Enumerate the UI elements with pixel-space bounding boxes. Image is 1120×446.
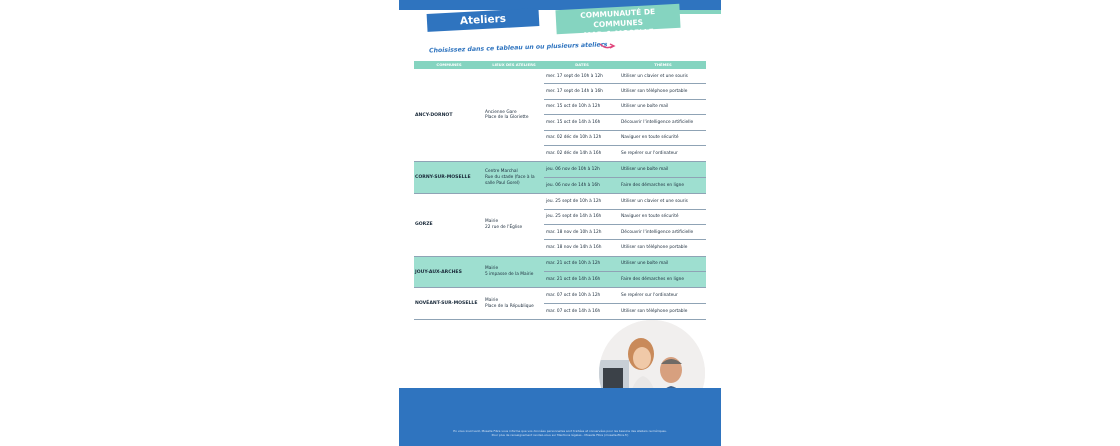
table-row [544, 162, 706, 177]
session-theme: Naviguer en toute sécurité [621, 214, 679, 220]
session-date: mar. 02 déc de 10h à 12h [546, 135, 602, 141]
session-list [544, 194, 706, 256]
session-date: jeu. 06 nov de 14h à 16h [546, 182, 600, 188]
table-row [544, 210, 706, 225]
header-themes: THÈMES [654, 62, 672, 67]
commune-name: CORNY-SUR-MOSELLE [415, 175, 471, 181]
table-body [414, 69, 706, 320]
session-theme: Se repérer sur l'ordinateur [621, 293, 678, 299]
session-date: jeu. 25 sept de 10h à 12h [546, 198, 602, 204]
table-row [544, 100, 706, 115]
arrow-icon [599, 41, 617, 51]
session-list [544, 162, 706, 193]
footer-line-1: En vous inscrivant, Moselle Fibre vous informe que vos données personnelles sont traitées et conservées pour les besoins des ateliers numériques. [453, 429, 667, 433]
session-theme: Utiliser un clavier et une souris [621, 73, 688, 79]
session-theme: Utiliser son téléphone portable [621, 89, 688, 95]
table-row [544, 304, 706, 319]
community-badge [555, 4, 680, 40]
session-theme: Naviguer en toute sécurité [621, 135, 679, 141]
session-date: mer. 15 oct de 14h à 16h [546, 119, 601, 125]
table-row [544, 131, 706, 146]
session-theme: Utiliser son téléphone portable [621, 245, 688, 251]
session-theme: Utiliser une boîte mail [621, 167, 669, 173]
commune-name: NOVÉANT-SUR-MOSELLE [415, 301, 478, 307]
location-lines [485, 169, 535, 186]
session-list [544, 257, 706, 288]
location-line: Mairie [485, 219, 499, 225]
session-date: mer. 15 oct de 10h à 12h [546, 104, 601, 110]
session-date: mer. 17 sept de 10h à 12h [546, 73, 603, 79]
session-date: jeu. 25 sept de 14h à 16h [546, 214, 602, 220]
workshop-location [484, 288, 544, 319]
workshop-location [484, 194, 544, 256]
table-header [414, 61, 706, 69]
session-list [544, 288, 706, 319]
location-line: Ancienne Gare [485, 109, 517, 115]
table-row [544, 146, 706, 161]
session-date: mar. 21 oct de 10h à 12h [546, 261, 601, 267]
workshop-table [414, 61, 706, 320]
table-row [544, 69, 706, 84]
poster-title: Ateliers numériques [427, 8, 540, 32]
table-row [544, 240, 706, 255]
poster [399, 0, 721, 446]
commune-name: JOUY-AUX-ARCHES [415, 269, 462, 275]
session-date: mar. 02 déc de 14h à 16h [546, 151, 602, 157]
community-line-2: MAD & MOSELLE [583, 27, 655, 40]
location-line: 5 impasse de la Mairie [485, 272, 534, 278]
community-line-1: COMMUNAUTÉ DE COMMUNES [579, 7, 656, 30]
location-lines [485, 219, 522, 230]
table-row [544, 115, 706, 130]
footer-line-2: Pour plus de renseignement rendez-vous sur Mentions légales - Moselle Fibre (moselle-fibre.fr) [491, 432, 629, 437]
location-line: Mairie [485, 266, 499, 272]
table-row [544, 257, 706, 272]
location-line: salle Paul Gorel) [485, 180, 520, 186]
session-theme: Faire des démarches en ligne [621, 182, 684, 188]
session-theme: Utiliser son téléphone portable [621, 309, 688, 315]
location-line: Centre Marchal [485, 169, 518, 175]
session-theme: Découvrir l'intelligence artificielle [621, 119, 694, 125]
location-line: Rue du stade (face à la [485, 174, 535, 180]
session-theme: Faire des démarches en ligne [621, 277, 684, 283]
table-group [414, 162, 706, 194]
table-group [414, 194, 706, 257]
header-communes: COMMUNES [436, 62, 462, 67]
table-group [414, 257, 706, 289]
table-row [544, 178, 706, 193]
workshop-location [484, 257, 544, 288]
workshop-location [484, 69, 544, 161]
location-line: 22 rue de l'Église [485, 224, 523, 230]
session-date: mar. 18 nov de 14h à 16h [546, 245, 602, 251]
session-date: mar. 07 oct de 10h à 12h [546, 293, 601, 299]
session-theme: Découvrir l'intelligence artificielle [621, 229, 694, 235]
table-group [414, 69, 706, 162]
session-list [544, 69, 706, 161]
location-lines [485, 110, 529, 121]
table-row [544, 194, 706, 209]
location-line: Place de la République [485, 303, 534, 309]
subtitle: Choisissez dans ce tableau un ou plusieurs ateliers [428, 41, 608, 55]
location-lines [485, 298, 534, 309]
table-row [544, 288, 706, 303]
session-date: mar. 07 oct de 14h à 16h [546, 309, 601, 315]
location-lines [485, 266, 533, 277]
location-line: Mairie [485, 298, 499, 304]
header-lieux: LIEUX DES ATELIERS [492, 62, 536, 67]
session-date: jeu. 06 nov de 10h à 12h [546, 167, 600, 173]
table-row [544, 272, 706, 287]
session-theme: Utiliser une boîte mail [621, 104, 669, 110]
session-date: mar. 21 oct de 14h à 16h [546, 277, 601, 283]
session-date: mer. 17 sept de 14h à 16h [546, 89, 603, 95]
header-dates: DATES [575, 62, 589, 67]
location-line: Place de la Gloriette [485, 115, 529, 121]
session-theme: Utiliser une boîte mail [621, 261, 669, 267]
footer-note [429, 430, 691, 438]
commune-name: ANCY-DORNOT [415, 112, 453, 118]
session-theme: Utiliser un clavier et une souris [621, 198, 688, 204]
table-group [414, 288, 706, 320]
table-row [544, 84, 706, 99]
session-date: mar. 18 nov de 10h à 12h [546, 229, 602, 235]
workshop-location [484, 162, 544, 193]
session-theme: Se repérer sur l'ordinateur [621, 151, 678, 157]
table-row [544, 225, 706, 240]
commune-name: GORZE [415, 222, 433, 228]
